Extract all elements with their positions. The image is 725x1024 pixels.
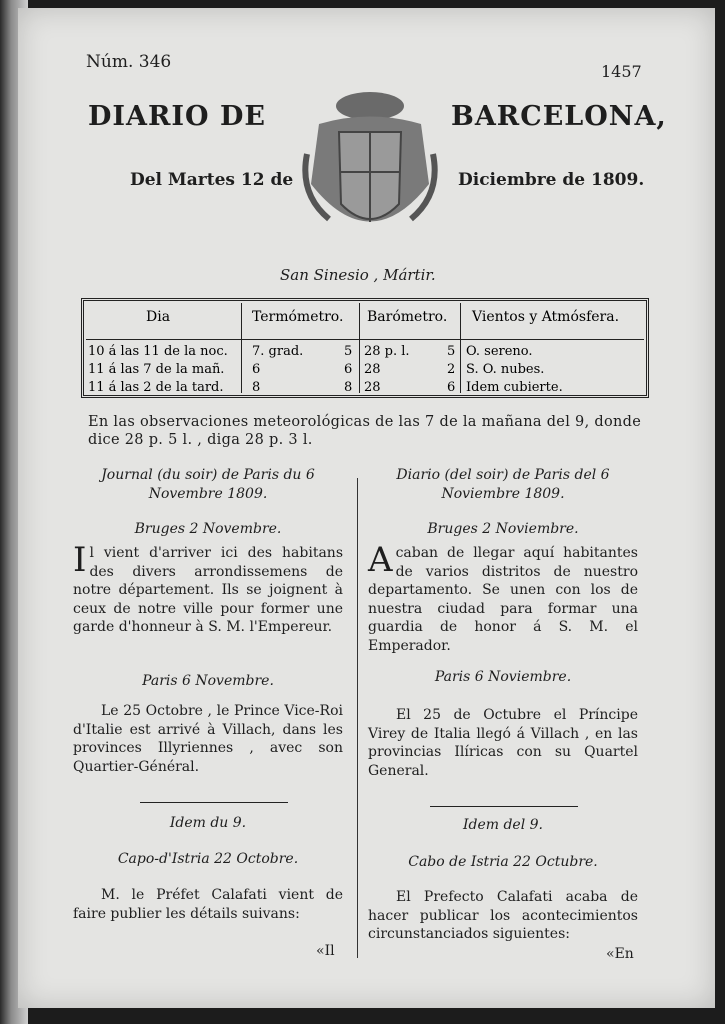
left-heading: Journal (du soir) de Paris du 6 Novembre 1809.: [101, 467, 315, 502]
right-drop-cap: A: [368, 540, 393, 580]
weather-row-1-term-n: 5: [344, 344, 353, 359]
weather-row-3-dia: 11 á las 2 de la tard.: [88, 380, 224, 395]
masthead-left: DIARIO DE: [88, 101, 266, 132]
weather-row-1-term: 7. grad.: [252, 344, 304, 359]
weather-row-2-dia: 11 á las 7 de la mañ.: [88, 362, 225, 377]
saint-of-day: San Sinesio , Mártir.: [280, 266, 436, 284]
left-section-idem: Idem du 9.: [169, 815, 247, 831]
weather-row-2-viento: S. O. nubes.: [466, 362, 545, 377]
weather-row-1-viento: O. sereno.: [466, 344, 533, 359]
weather-row-2-term: 6: [252, 362, 261, 377]
weather-row-3-bar-n: 6: [447, 380, 456, 395]
right-section-cabo-istria: Cabo de Istria 22 Octubre.: [408, 854, 598, 870]
weather-row-2-term-n: 6: [344, 362, 353, 377]
weather-header-termometro: Termómetro.: [252, 309, 344, 325]
right-section-idem: Idem del 9.: [462, 817, 544, 833]
weather-row-2-bar-n: 2: [447, 362, 456, 377]
right-paragraph-1: [368, 540, 638, 655]
right-section-bruges: Bruges 2 Noviembre.: [427, 521, 579, 537]
left-section-paris: Paris 6 Novembre.: [142, 673, 274, 689]
issue-number: Núm. 346: [86, 52, 172, 72]
weather-table: [81, 298, 649, 398]
weather-row-1-dia: 10 á las 11 de la noc.: [88, 344, 228, 359]
left-paragraph-3: M. le Préfet Calafati vient de faire publier les détails suivans:: [73, 887, 343, 922]
weather-row-3-viento: Idem cubierte.: [466, 380, 563, 395]
column-divider: [357, 478, 358, 958]
weather-row-3-term: 8: [252, 380, 261, 395]
coat-of-arms-icon: [299, 84, 441, 246]
date-right: Diciembre de 1809.: [458, 170, 645, 190]
weather-row-1-bar-n: 5: [447, 344, 456, 359]
weather-header-vientos: Vientos y Atmósfera.: [472, 309, 620, 325]
left-catchword: «Il: [316, 943, 335, 959]
right-heading: Diario (del soir) de Paris del 6 Noviembre 1809.: [396, 467, 610, 502]
date-left: Del Martes 12 de: [130, 170, 294, 190]
left-section-capo-istria: Capo-d'Istria 22 Octobre.: [117, 851, 299, 867]
right-paragraph-1-text: caban de llegar aquí habitantes de varios distritos de nuestro departamento. Se unen con los de nuestra ciudad para formar una guardia de honor á S. M. el Emperador.: [368, 545, 638, 654]
weather-header-dia: Dia: [146, 309, 171, 325]
weather-row-2-bar: 28: [364, 362, 381, 377]
left-section-bruges: Bruges 2 Novembre.: [134, 521, 282, 537]
weather-row-3-term-n: 8: [344, 380, 353, 395]
left-paragraph-1-text: l vient d'arriver ici des habitans des divers arrondissemens de notre département. Ils se joignent à ceux de notre ville pour former une garde d'honneur à S. M. l'Empereur.: [73, 545, 343, 635]
right-section-paris: Paris 6 Noviembre.: [434, 669, 572, 685]
newspaper-page: [18, 8, 715, 1008]
left-paragraph-2: Le 25 Octobre , le Prince Vice-Roi d'Italie est arrivé à Villach, dans les provinces Illyriennes , avec son Quartier-Général.: [73, 703, 343, 775]
weather-correction-note: En las observaciones meteorológicas de las 7 de la mañana del 9, donde dice 28 p. 5 l. , diga 28 p. 3 l.: [88, 414, 642, 448]
weather-row-3-bar: 28: [364, 380, 381, 395]
right-catchword: «En: [606, 946, 634, 962]
right-paragraph-3: El Prefecto Calafati acaba de hacer publicar los acontecimientos circunstanciados siguientes:: [368, 889, 638, 942]
masthead-right: BARCELONA,: [451, 101, 667, 132]
weather-header-barometro: Barómetro.: [367, 309, 448, 325]
left-drop-cap: I: [73, 540, 87, 580]
weather-row-1-bar: 28 p. l.: [364, 344, 410, 359]
left-paragraph-1: [73, 540, 343, 637]
right-paragraph-2: El 25 de Octubre el Príncipe Virey de Italia llegó á Villach , en las provincias Ilíricas con su Quartel General.: [368, 707, 638, 779]
page-number: 1457: [601, 62, 642, 81]
